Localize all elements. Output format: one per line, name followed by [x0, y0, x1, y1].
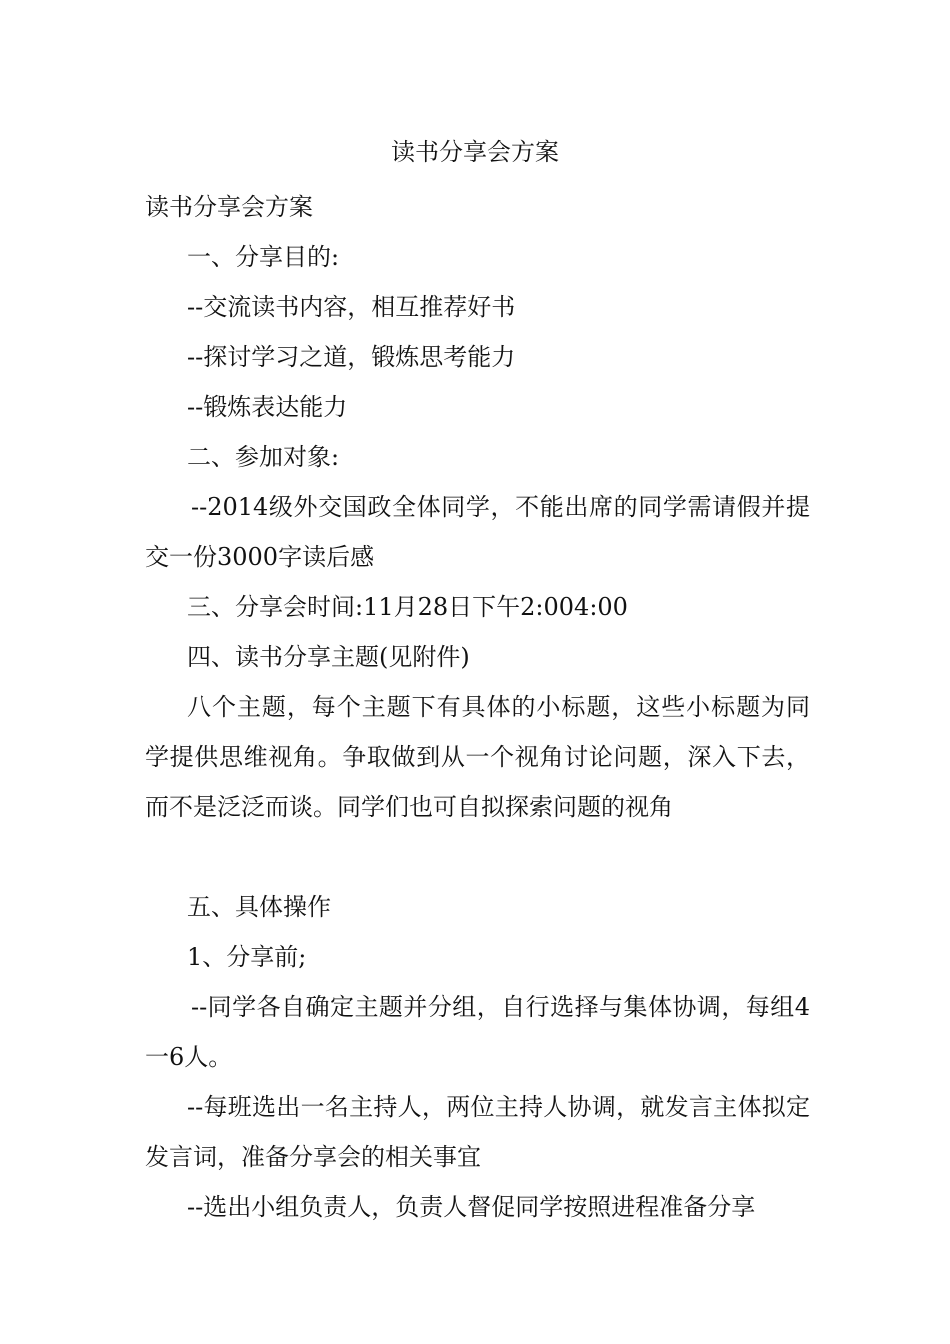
- list-item: --选出小组负责人，负责人督促同学按照进程准备分享: [187, 1193, 756, 1221]
- document-title: 读书分享会方案: [391, 138, 559, 166]
- list-item: --交流读书内容，相互推荐好书: [187, 293, 516, 321]
- blank-line: [145, 832, 810, 882]
- subsection-heading: 1、分享前;: [187, 943, 307, 971]
- document-body: [145, 182, 810, 1232]
- doc-subtitle: 读书分享会方案: [145, 193, 313, 221]
- section-heading-operations: 五、具体操作: [187, 893, 331, 921]
- list-item: --探讨学习之道，锻炼思考能力: [187, 343, 516, 371]
- list-item: --2014级外交国政全体同学，不能出席的同学需请假并提交一份3000字读后感: [145, 493, 810, 571]
- list-item: --同学各自确定主题并分组，自行选择与集体协调，每组4一6人。: [145, 993, 810, 1071]
- section-heading-participants: 二、参加对象:: [187, 443, 340, 471]
- body-paragraph: 八个主题，每个主题下有具体的小标题，这些小标题为同学提供思维视角。争取做到从一个视角讨论问题，深入下去，而不是泛泛而谈。同学们也可自拟探索问题的视角: [145, 693, 810, 821]
- list-item: --锻炼表达能力: [187, 393, 348, 421]
- list-item: --每班选出一名主持人，两位主持人协调，就发言主体拟定发言词，准备分享会的相关事宜: [145, 1093, 810, 1171]
- section-heading-purpose: 一、分享目的:: [187, 243, 340, 271]
- section-heading-time: 三、分享会时间:11月28日下午2:004:00: [187, 593, 628, 621]
- section-heading-themes: 四、读书分享主题(见附件): [187, 643, 470, 671]
